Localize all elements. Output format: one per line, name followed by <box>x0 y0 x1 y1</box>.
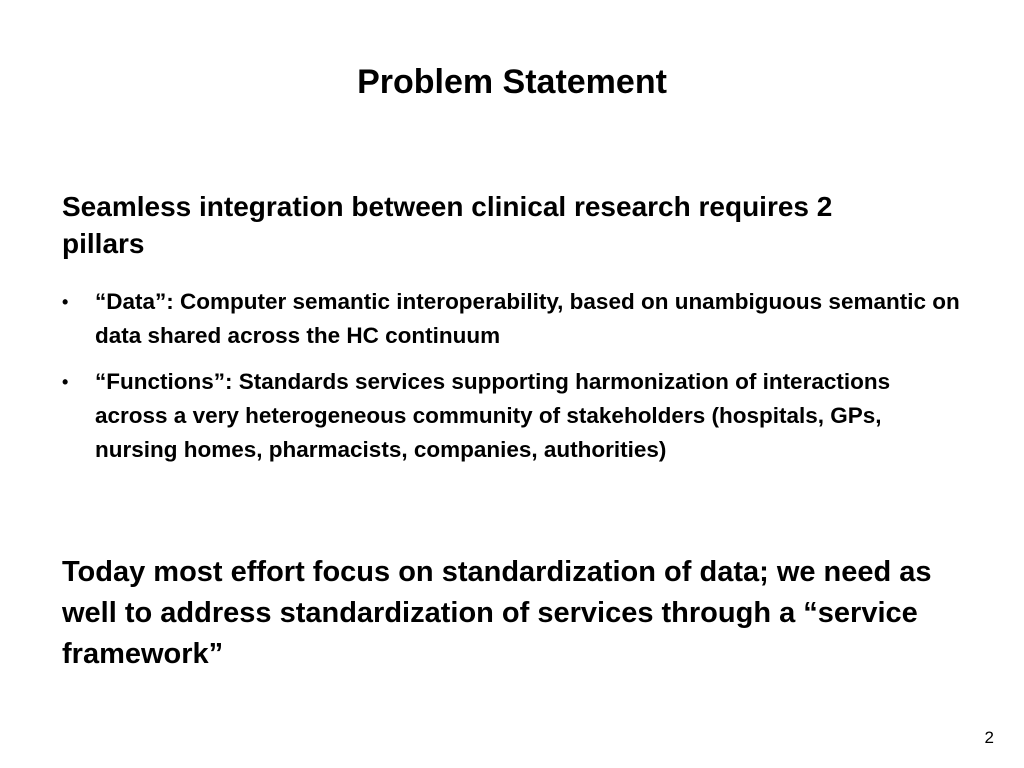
conclusion-statement: Today most effort focus on standardization of data; we need as well to address standardization of services through a “service framework” <box>62 556 932 670</box>
intro-statement: Seamless integration between clinical research requires 2 pillars <box>62 191 833 259</box>
bullet-marker-icon: • <box>62 292 69 312</box>
bullet-list <box>62 285 962 479</box>
bullet-item-functions <box>62 365 962 467</box>
slide-title: Problem Statement <box>357 63 667 101</box>
bullet-marker-icon: • <box>62 372 69 392</box>
page-number: 2 <box>984 728 994 747</box>
bullet-text-data: “Data”: Computer semantic interoperability, based on unambiguous semantic on data shared across the HC continuum <box>95 289 960 348</box>
bullet-text-functions: “Functions”: Standards services supporting harmonization of interactions across a very heterogeneous community of stakeholders (hospitals, GPs, nursing homes, pharmacists, companies, authorities) <box>95 369 891 462</box>
bullet-item-data <box>62 285 962 353</box>
